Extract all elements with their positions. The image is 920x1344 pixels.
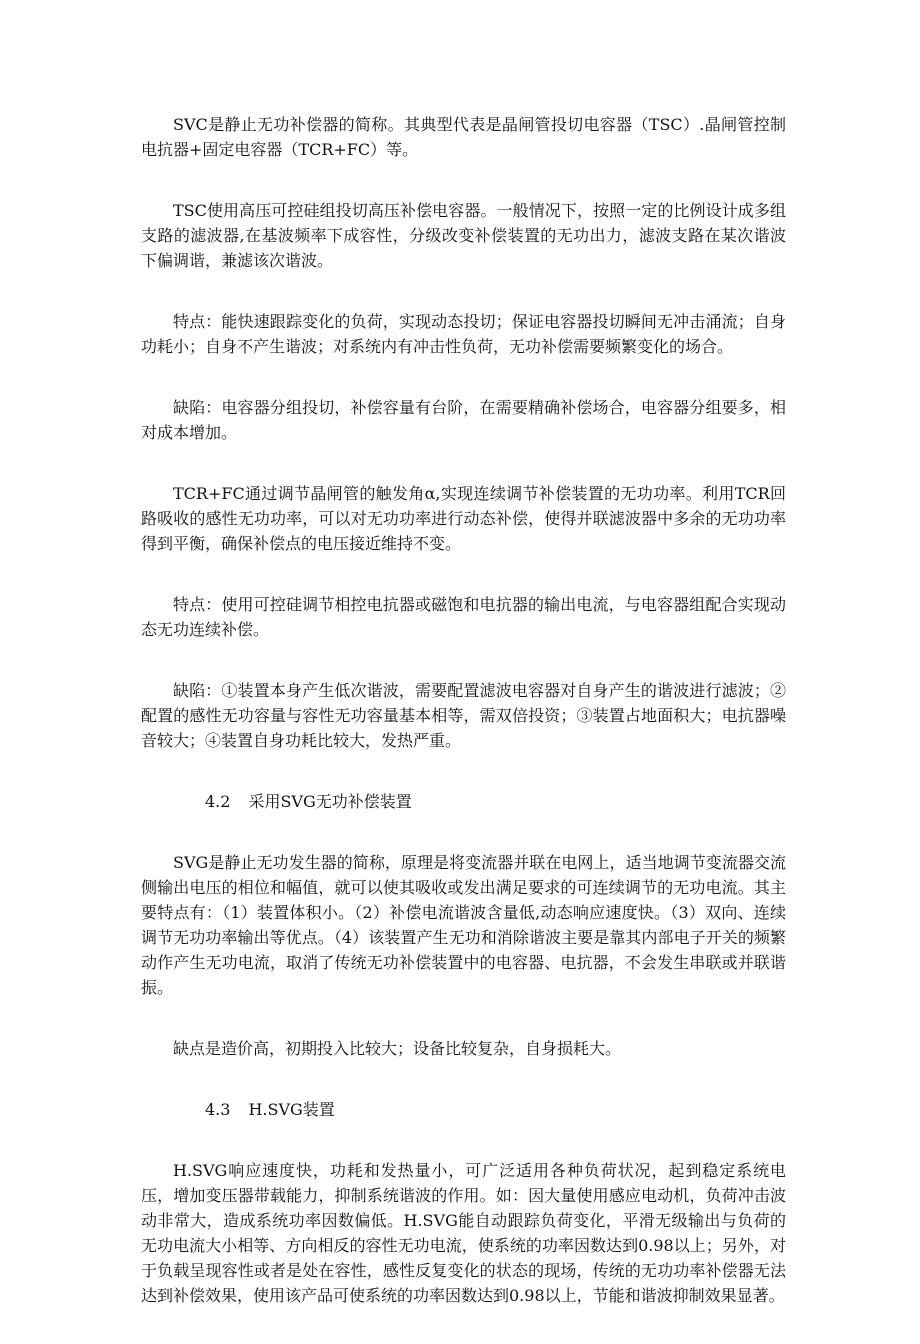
paragraph-tsc-features: 特点：能快速跟踪变化的负荷，实现动态投切；保证电容器投切瞬间无冲击涌流；自身功耗小；自身不产生谐波；对系统内有冲击性负荷，无功补偿需要频繁变化的场合。 — [141, 312, 786, 356]
document-page — [141, 112, 786, 1344]
paragraph-svg-drawbacks: 缺点是造价高，初期投入比较大；设备比较复杂，自身损耗大。 — [173, 1039, 622, 1058]
paragraph-tcr-fc-description: TCR+FC通过调节晶闸管的触发角α,实现连续调节补偿装置的无功功率。利用TCR回路吸收的感性无功功率，可以对无功功率进行动态补偿，使得并联滤波器中多余的无功功率得到平衡，确保补偿点的电压接近维持不变。 — [141, 484, 786, 553]
paragraph-tsc-description: TSC使用高压可控硅组投切高压补偿电容器。一般情况下，按照一定的比例设计成多组支路的滤波器,在基波频率下成容性，分级改变补偿装置的无功出力，滤波支路在某次谐波下偏调谐，兼滤该次谐波。 — [141, 201, 786, 270]
section-title: 采用SVG无功补偿装置 — [248, 792, 412, 811]
paragraph-hsvg-description: H.SVG响应速度快，功耗和发热量小，可广泛适用各种负荷状况，起到稳定系统电压，增加变压器带载能力，抑制系统谐波的作用。如：因大量使用感应电动机，负荷冲击波动非常大，造成系统功率因数偏低。H.SVG能自动跟踪负荷变化，平滑无级输出与负荷的无功电流大小相等、方向相反的容性无功电流，使系统的功率因数达到0.98以上；另外，对于负载呈现容性或者是处在容性，感性反复变化的状态的现场，传统的无功功率补偿器无法达到补偿效果，使用该产品可使系统的功率因数达到0.98以上，节能和谐波抑制效果显著。 — [141, 1161, 786, 1305]
section-heading-4-3 — [141, 1097, 786, 1122]
paragraph-tcr-fc-drawbacks: 缺陷：①装置本身产生低次谐波，需要配置滤波电容器对自身产生的谐波进行滤波；②配置的感性无功容量与容性无功容量基本相等，需双倍投资；③装置占地面积大；电抗器噪音较大；④装置自身功耗比较大，发热严重。 — [141, 681, 786, 750]
paragraph-svc-intro: SVC是静止无功补偿器的简称。其典型代表是晶闸管投切电容器（TSC）.晶闸管控制电抗器+固定电容器（TCR+FC）等。 — [141, 115, 786, 159]
paragraph-tsc-drawbacks: 缺陷：电容器分组投切，补偿容量有台阶，在需要精确补偿场合，电容器分组要多，相对成本增加。 — [141, 398, 786, 442]
section-number: 4.2 — [205, 792, 231, 811]
section-heading-4-2 — [141, 789, 786, 814]
paragraph-svg-description: SVG是静止无功发生器的简称，原理是将变流器并联在电网上，适当地调节变流器交流侧输出电压的相位和幅值，就可以使其吸收或发出满足要求的可连续调节的无功电流。其主要特点有：（1）装置体积小。（2）补偿电流谐波含量低,动态响应速度快。（3）双向、连续调节无功功率输出等优点。（4）该装置产生无功和消除谐波主要是靠其内部电子开关的频繁动作产生无功电流，取消了传统无功补偿装置中的电容器、电抗器，不会发生串联或并联谐振。 — [141, 853, 786, 997]
paragraph-tcr-fc-features: 特点：使用可控硅调节相控电抗器或磁饱和电抗器的输出电流，与电容器组配合实现动态无功连续补偿。 — [141, 595, 786, 639]
section-title: H.SVG装置 — [248, 1100, 335, 1119]
section-number: 4.3 — [205, 1100, 231, 1119]
